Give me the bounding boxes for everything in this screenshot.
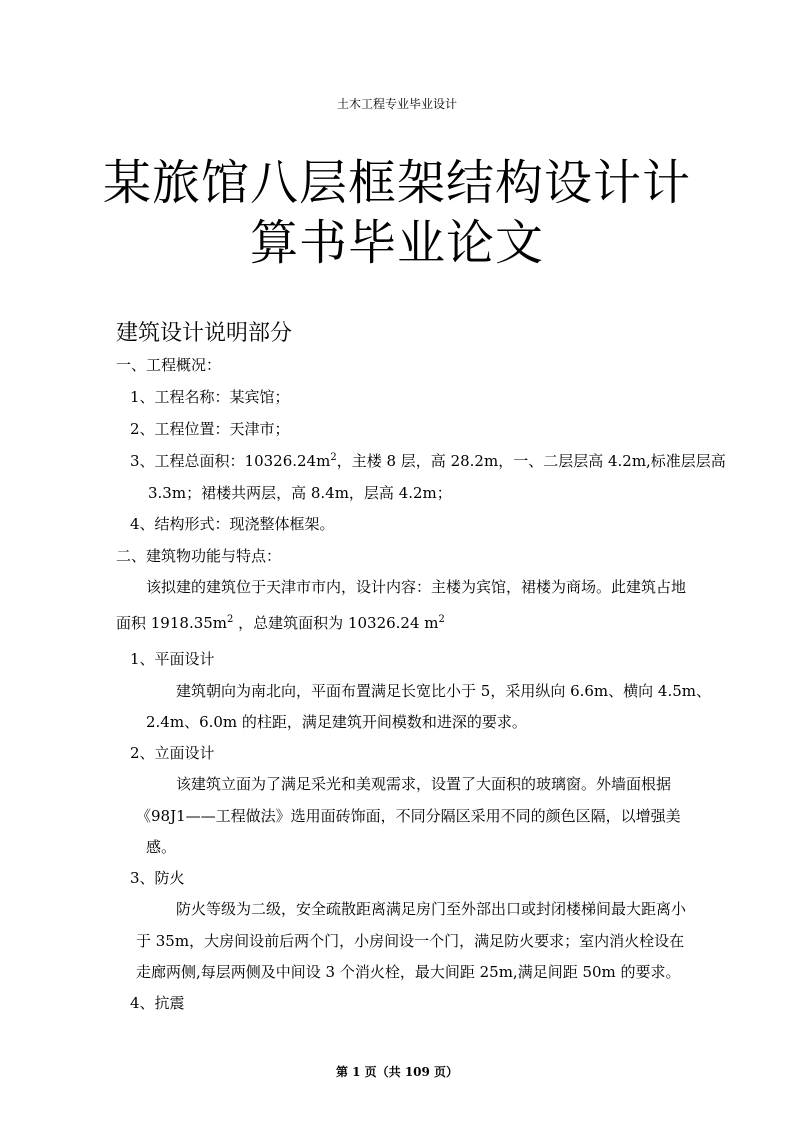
para-building-area: 面积 $1918.35m^2$ ，总建筑面积为 10326.24 $m^2$ (116, 614, 445, 632)
page-footer: 第 1 页（共 109 页） (335, 1065, 459, 1079)
para-elevation-design: 该建筑立面为了满足采光和美观需求，设置了大面积的玻璃窗。外墙面根据 (176, 775, 672, 793)
item-project-name: 1、工程名称：某宾馆； (130, 388, 290, 406)
document-title-line-1: 某旅馆八层框架结构设计计 (102, 155, 691, 211)
item-total-area: 3、工程总面积：$10326.24m^2$，主楼 8 层，高 28.2m，一、二层层高 4.2m,标准层层高 (130, 452, 726, 470)
para-plan-design-cont: 2.4m、6.0m 的柱距，满足建筑开间模数和进深的要求。 (146, 713, 527, 731)
para-building-intro: 该拟建的建筑位于天津市市内，设计内容：主楼为宾馆，裙楼为商场。此建筑占地 (146, 578, 687, 596)
para-fire-protection: 防火等级为二级，安全疏散距离满足房门至外部出口或封闭楼梯间最大距离小 (176, 900, 687, 918)
subheading-plan-design: 1、平面设计 (130, 650, 215, 668)
item-total-area-cont: 3.3m；裙楼共两层，高 8.4m，层高 4.2m； (148, 484, 452, 502)
page-header: 土木工程专业毕业设计 (336, 97, 457, 111)
para-elevation-design-cont: 《98J1——工程做法》选用面砖饰面，不同分隔区采用不同的颜色区隔，以增强美 (136, 807, 681, 825)
subheading-fire-protection: 3、防火 (130, 869, 185, 887)
section-heading: 建筑设计说明部分 (116, 321, 293, 346)
item-structure-form: 4、结构形式：现浇整体框架。 (130, 515, 335, 533)
para-elevation-design-end: 感。 (146, 838, 177, 856)
heading-building-function: 二、建筑物功能与特点： (116, 547, 282, 565)
subheading-elevation-design: 2、立面设计 (130, 744, 215, 762)
item-project-location: 2、工程位置：天津市； (130, 420, 290, 438)
subheading-seismic: 4、抗震 (130, 994, 185, 1012)
para-fire-protection-end: 走廊两侧,每层两侧及中间设 3 个消火栓，最大间距 25m,满足间距 50m 的要求。 (136, 963, 681, 981)
para-fire-protection-cont: 于 35m，大房间设前后两个门，小房间设一个门，满足防火要求；室内消火栓设在 (136, 932, 685, 950)
heading-project-overview: 一、工程概况： (116, 356, 222, 374)
para-plan-design: 建筑朝向为南北向，平面布置满足长宽比小于 5，采用纵向 6.6m、横向 4.5m、 (176, 682, 712, 700)
document-title-line-2: 算书毕业论文 (249, 215, 544, 271)
